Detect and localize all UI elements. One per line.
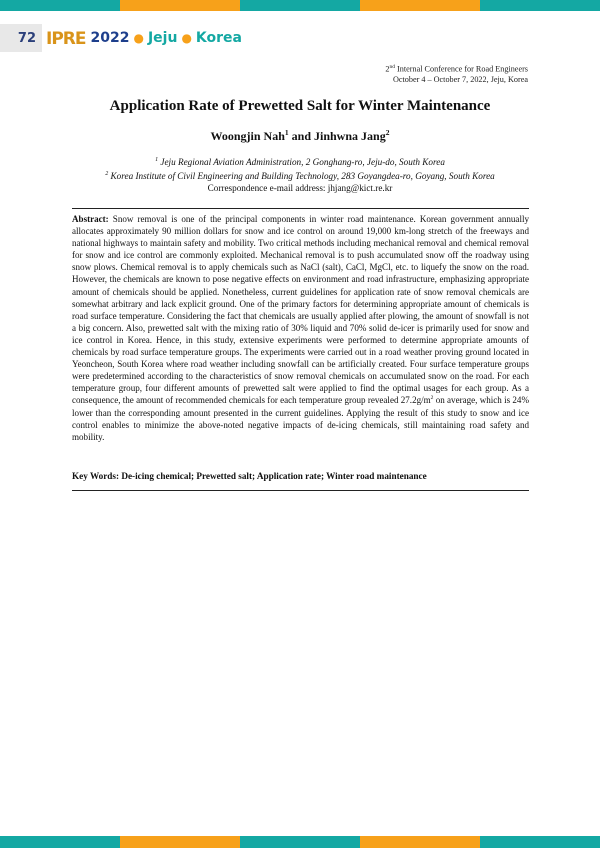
conference-ordinal: 2 — [385, 64, 390, 74]
conference-name: Internal Conference for Road Engineers — [397, 64, 528, 74]
paper-title: Application Rate of Prewetted Salt for Winter Maintenance — [109, 98, 491, 114]
affiliation-mark: 1 — [155, 157, 159, 163]
event-year: 2022 — [90, 30, 130, 46]
correspondence-email: Correspondence e-mail address: jhjang@kict.re.kr — [207, 183, 393, 194]
bullet-dot-icon: ● — [181, 31, 192, 45]
abstract — [72, 213, 529, 443]
abstract-superscript: 2 — [430, 395, 434, 402]
author-name: Woongjin Nah — [210, 129, 285, 143]
conference-info — [385, 62, 528, 85]
abstract-bottom-rule — [72, 490, 529, 491]
conference-dates: October 4 – October 7, 2022, Jeju, Korea — [392, 74, 528, 84]
abstract-text-cont: on average, which is 24% lower than the corresponding amount presented in the current guidelines. Applying the result of this study to snow and ice control enables to minimize the above-noted negative impacts of de-icing chemicals, still maintaining road safety and mobility. — [72, 395, 529, 442]
author-line — [0, 128, 600, 144]
author-name: Jinhwna Jang — [314, 129, 386, 143]
affiliation-2: Korea Institute of Civil Engineering and Building Technology, 283 Goyangdea-ro, Goyang, South Korea — [110, 171, 495, 182]
keywords: Key Words: De-icing chemical; Prewetted salt; Application rate; Winter road maintenance — [72, 471, 427, 481]
bullet-dot-icon: ● — [133, 31, 144, 45]
abstract-label: Abstract: — [72, 214, 109, 224]
affiliation-mark: 2 — [105, 171, 109, 178]
page-header — [0, 24, 242, 52]
abstract-text: Snow removal is one of the principal components in winter road maintenance. Korean government annually allocates approximately 90 million dollars for snow and ice control on around 19,000 km-long stretch of the freeways and national highways to maintain safety and mobility. Two critical methods including mechanical removal and chemical removal for snow and ice control are commonly exploited. Mechanical removal is to push accumulated snow off the roadway using snow plows. Chemical removal is to apply chemicals such as NaCl (salt), CaCl, MgCl, etc. to liquefy the snow on the road. However, the chemicals are known to pose negative effects on environment and road infrastructure, emphasizing appropriate amount of chemicals should be applied. Nonetheless, current guidelines for application rate of snow removal chemicals are somewhat arbitrary and lack explicit ground. One of the primary factors for determining appropriate amount of chemicals is road surface temperature. Considering the fact that chemicals are usually applied after plowing, the amount of snowfall is not a big concern. Also, prewetted salt with the mixing ratio of 30% liquid and 70% solid de-icer is primarily used for snow and ice control in Korea. Hence, in this study, extensive experiments were performed to determine appropriate amounts of chemicals by road surface temperature groups. The experiments were carried out in a road weather proving ground located in Yeoncheon, South Korea where road weather including snowfall can be artificially created. Four surface temperature groups were predetermined according to the characteristics of snow removal chemicals on accumulated snow on the road. For each temperature group, four different amounts of prewetted salt were applied to find the optimal usages for each group. As a consequence, the amount of recommended chemicals for each temperature group revealed 27.2g/m — [72, 214, 529, 406]
affiliations — [0, 154, 600, 194]
author-conjunction: and — [288, 129, 314, 143]
bottom-color-stripe — [0, 836, 600, 848]
conference-logo — [46, 28, 242, 48]
affiliation-1: Jeju Regional Aviation Administration, 2 Gonghang-ro, Jeju-do, South Korea — [160, 157, 445, 168]
conference-ordinal-suffix: nd — [389, 64, 395, 70]
logo-lettering: IPRE — [46, 29, 86, 49]
abstract-top-rule — [72, 208, 529, 209]
page-number: 72 — [0, 24, 42, 52]
author-affiliation-mark: 1 — [284, 128, 289, 137]
top-color-stripe — [0, 0, 600, 11]
event-city: Jeju — [147, 30, 178, 46]
author-affiliation-mark: 2 — [385, 128, 390, 137]
ipre-logo-mark — [46, 28, 86, 48]
event-country: Korea — [195, 30, 242, 46]
